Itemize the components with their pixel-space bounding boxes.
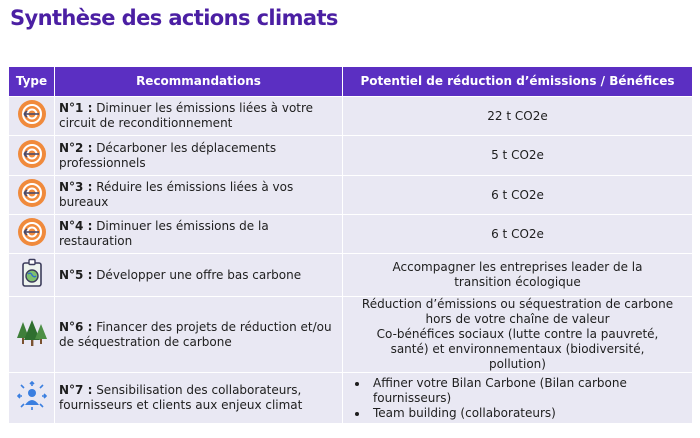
benefit-text: Réduction d’émissions ou séquestration de carbone hors de votre chaîne de valeur [361, 297, 674, 326]
recommendation-text: Développer une offre bas carbone [92, 267, 302, 282]
type-cell [9, 297, 55, 373]
recommendation-number: N°4 : [59, 219, 93, 233]
recommendation-number: N°1 : [59, 101, 93, 115]
recommendation-cell [55, 297, 343, 373]
recommendation-number: N°3 : [59, 180, 93, 194]
benefit-cell [343, 297, 693, 373]
benefit-cell [343, 373, 693, 424]
header-type: Type [9, 67, 55, 97]
table-row [9, 97, 693, 136]
benefit-cell: 6 t CO2e [343, 176, 693, 215]
type-cell [9, 254, 55, 297]
recommendation-text: Financer des projets de réduction et/ou de séquestration de carbone [59, 319, 332, 349]
header-row [9, 67, 693, 97]
page-title: Synthèse des actions climats [10, 6, 338, 30]
table-row [9, 136, 693, 176]
actions-table [8, 66, 693, 424]
header-recommendations: Recommandations [55, 67, 343, 97]
target-icon [17, 217, 47, 251]
benefit-text: Co-bénéfices sociaux (lutte contre la pauvreté, santé) et environnementaux (biodiversité, pollution) [376, 327, 659, 371]
recommendation-text: Diminuer les émissions de la restauration [59, 219, 269, 248]
table-row [9, 373, 693, 424]
recommendation-cell [55, 136, 343, 176]
target-icon [17, 139, 47, 173]
eco-globe-tag-icon [18, 258, 46, 292]
people-network-icon [17, 381, 47, 415]
table-row [9, 297, 693, 373]
recommendation-text: Décarboner les déplacements professionnels [59, 140, 277, 170]
recommendation-text: Réduire les émissions liées à vos bureaux [59, 180, 294, 209]
target-icon [17, 178, 47, 212]
header-potential: Potentiel de réduction d’émissions / Bénéfices [343, 67, 693, 97]
recommendation-text: Diminuer les émissions liées à votre circuit de reconditionnement [59, 101, 314, 130]
table-row [9, 254, 693, 297]
type-cell [9, 176, 55, 215]
benefit-cell [343, 254, 693, 297]
recommendation-cell [55, 254, 343, 297]
recommendation-cell [55, 215, 343, 254]
recommendation-number: N°7 : [59, 383, 93, 397]
type-cell [9, 215, 55, 254]
benefit-text: Accompagner les entreprises leader de la transition écologique [392, 260, 643, 289]
type-cell [9, 373, 55, 424]
type-cell [9, 97, 55, 136]
recommendation-cell [55, 373, 343, 424]
recommendation-number: N°6 : [59, 319, 93, 334]
benefit-cell: 6 t CO2e [343, 215, 693, 254]
recommendation-text: Sensibilisation des collaborateurs, fournisseurs et clients aux enjeux climat [59, 383, 303, 412]
table-row [9, 176, 693, 215]
recommendation-number: N°5 : [59, 267, 93, 282]
recommendation-number: N°2 : [59, 140, 93, 155]
list-item: • Affiner votre Bilan Carbone (Bilan carbone fournisseurs) [369, 376, 663, 406]
benefit-cell: 22 t CO2e [343, 97, 693, 136]
forest-icon [17, 318, 47, 352]
target-icon [17, 99, 47, 133]
benefit-list [347, 376, 688, 421]
table-row [9, 215, 693, 254]
benefit-cell: 5 t CO2e [343, 136, 693, 176]
recommendation-cell [55, 97, 343, 136]
list-item: • Team building (collaborateurs) [369, 406, 688, 421]
type-cell [9, 136, 55, 176]
recommendation-cell [55, 176, 343, 215]
